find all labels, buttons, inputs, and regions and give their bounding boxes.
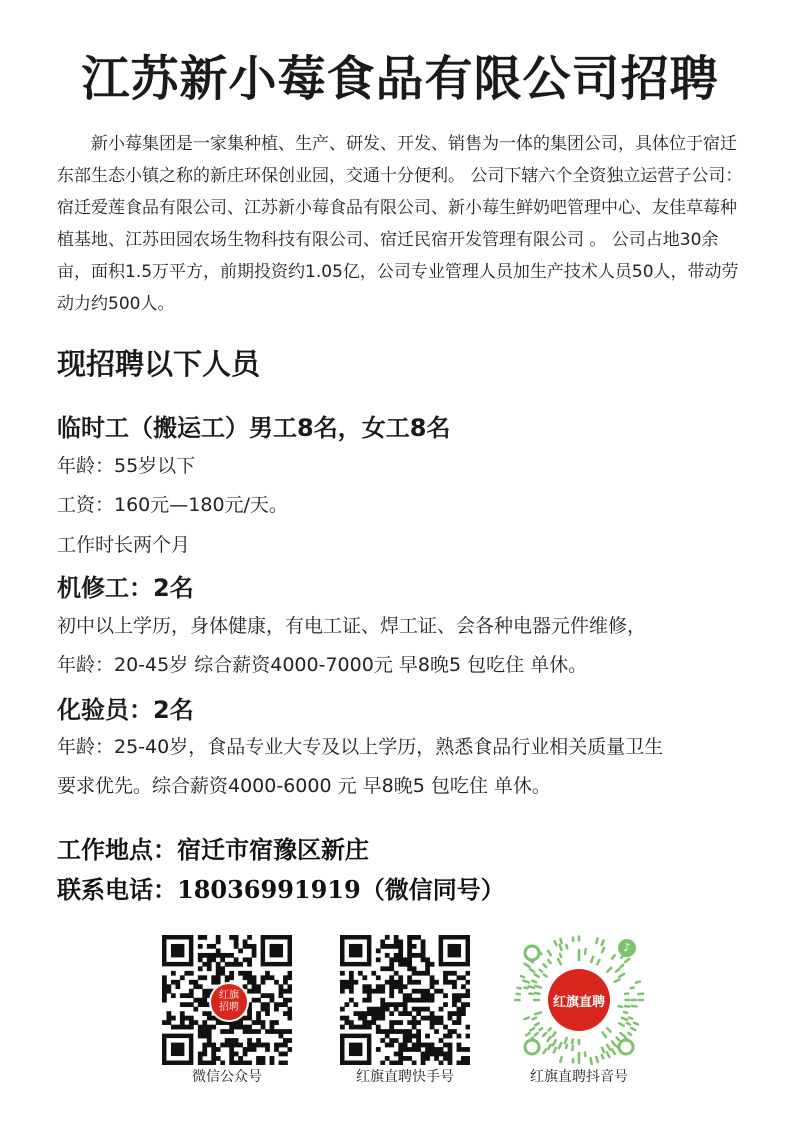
company-intro: 新小莓集团是一家集种植、生产、研发、开发、销售为一体的集团公司，具体位于宿迁东部生态小镇之称的新庄环保创业园，交通十分便利。 公司下辖六个全资独立运营子公司： 宿迁爱莲食品有限公司、江苏新小莓食品有限公司、新小莓生鲜奶吧管理中心、友佳草莓种植基地、江苏田园农场生物科技有限公司、宿迁民宿开发管理有限公司 。 公司占地30余亩，面积1.5万平方，前期投资约1.05亿，公司专业管理人员加生产技术人员50人，带动劳动力约500人。 bbox=[57, 134, 743, 314]
page-title: 江苏新小莓食品有限公司招聘 bbox=[81, 51, 719, 107]
job-heading-temp-worker: 临时工（搬运工）男工8名，女工8名 bbox=[57, 414, 451, 442]
red-flag-logo: 红旗直聘 bbox=[548, 969, 610, 1031]
qr-caption-kuaishou: 红旗直聘快手号 bbox=[356, 1069, 454, 1085]
job-heading-lab-tester: 化验员：2名 bbox=[57, 696, 194, 724]
kuaishou-qr-code[interactable] bbox=[340, 935, 470, 1065]
douyin-mini-code[interactable] bbox=[514, 935, 644, 1065]
phone-number: 18036991919 bbox=[177, 875, 361, 904]
location-value: 宿迁市宿豫区新庄 bbox=[177, 836, 369, 864]
job-line: 年龄：25-40岁，食品专业大专及以上学历，熟悉食品行业相关质量卫生 bbox=[57, 736, 664, 758]
job-line: 年龄：55岁以下 bbox=[57, 455, 196, 477]
work-location bbox=[57, 830, 369, 865]
qr-caption-wechat: 微信公众号 bbox=[192, 1069, 262, 1085]
contact-phone bbox=[57, 870, 505, 905]
tiktok-icon: ♪ bbox=[618, 939, 636, 957]
phone-note: （微信同号） bbox=[360, 876, 505, 904]
red-flag-logo: 红旗 招聘 bbox=[209, 982, 249, 1022]
qr-code-image bbox=[340, 935, 470, 1065]
qr-caption-douyin: 红旗直聘抖音号 bbox=[530, 1069, 628, 1085]
phone-label: 联系电话： bbox=[57, 876, 177, 904]
job-line: 初中以上学历，身体健康，有电工证、焊工证、会各种电器元件维修， bbox=[57, 615, 647, 637]
wechat-qr-code[interactable] bbox=[162, 935, 292, 1065]
job-line: 年龄：20-45岁 综合薪资4000-7000元 早8晚5 包吃住 单休。 bbox=[57, 654, 588, 676]
section-title: 现招聘以下人员 bbox=[57, 347, 261, 381]
job-line: 工资：160元—180元/天。 bbox=[57, 494, 288, 516]
job-heading-mechanic: 机修工：2名 bbox=[57, 574, 194, 602]
job-line: 要求优先。综合薪资4000-6000 元 早8晚5 包吃住 单休。 bbox=[57, 775, 551, 797]
location-label: 工作地点： bbox=[57, 836, 177, 864]
job-line: 工作时长两个月 bbox=[57, 534, 191, 556]
